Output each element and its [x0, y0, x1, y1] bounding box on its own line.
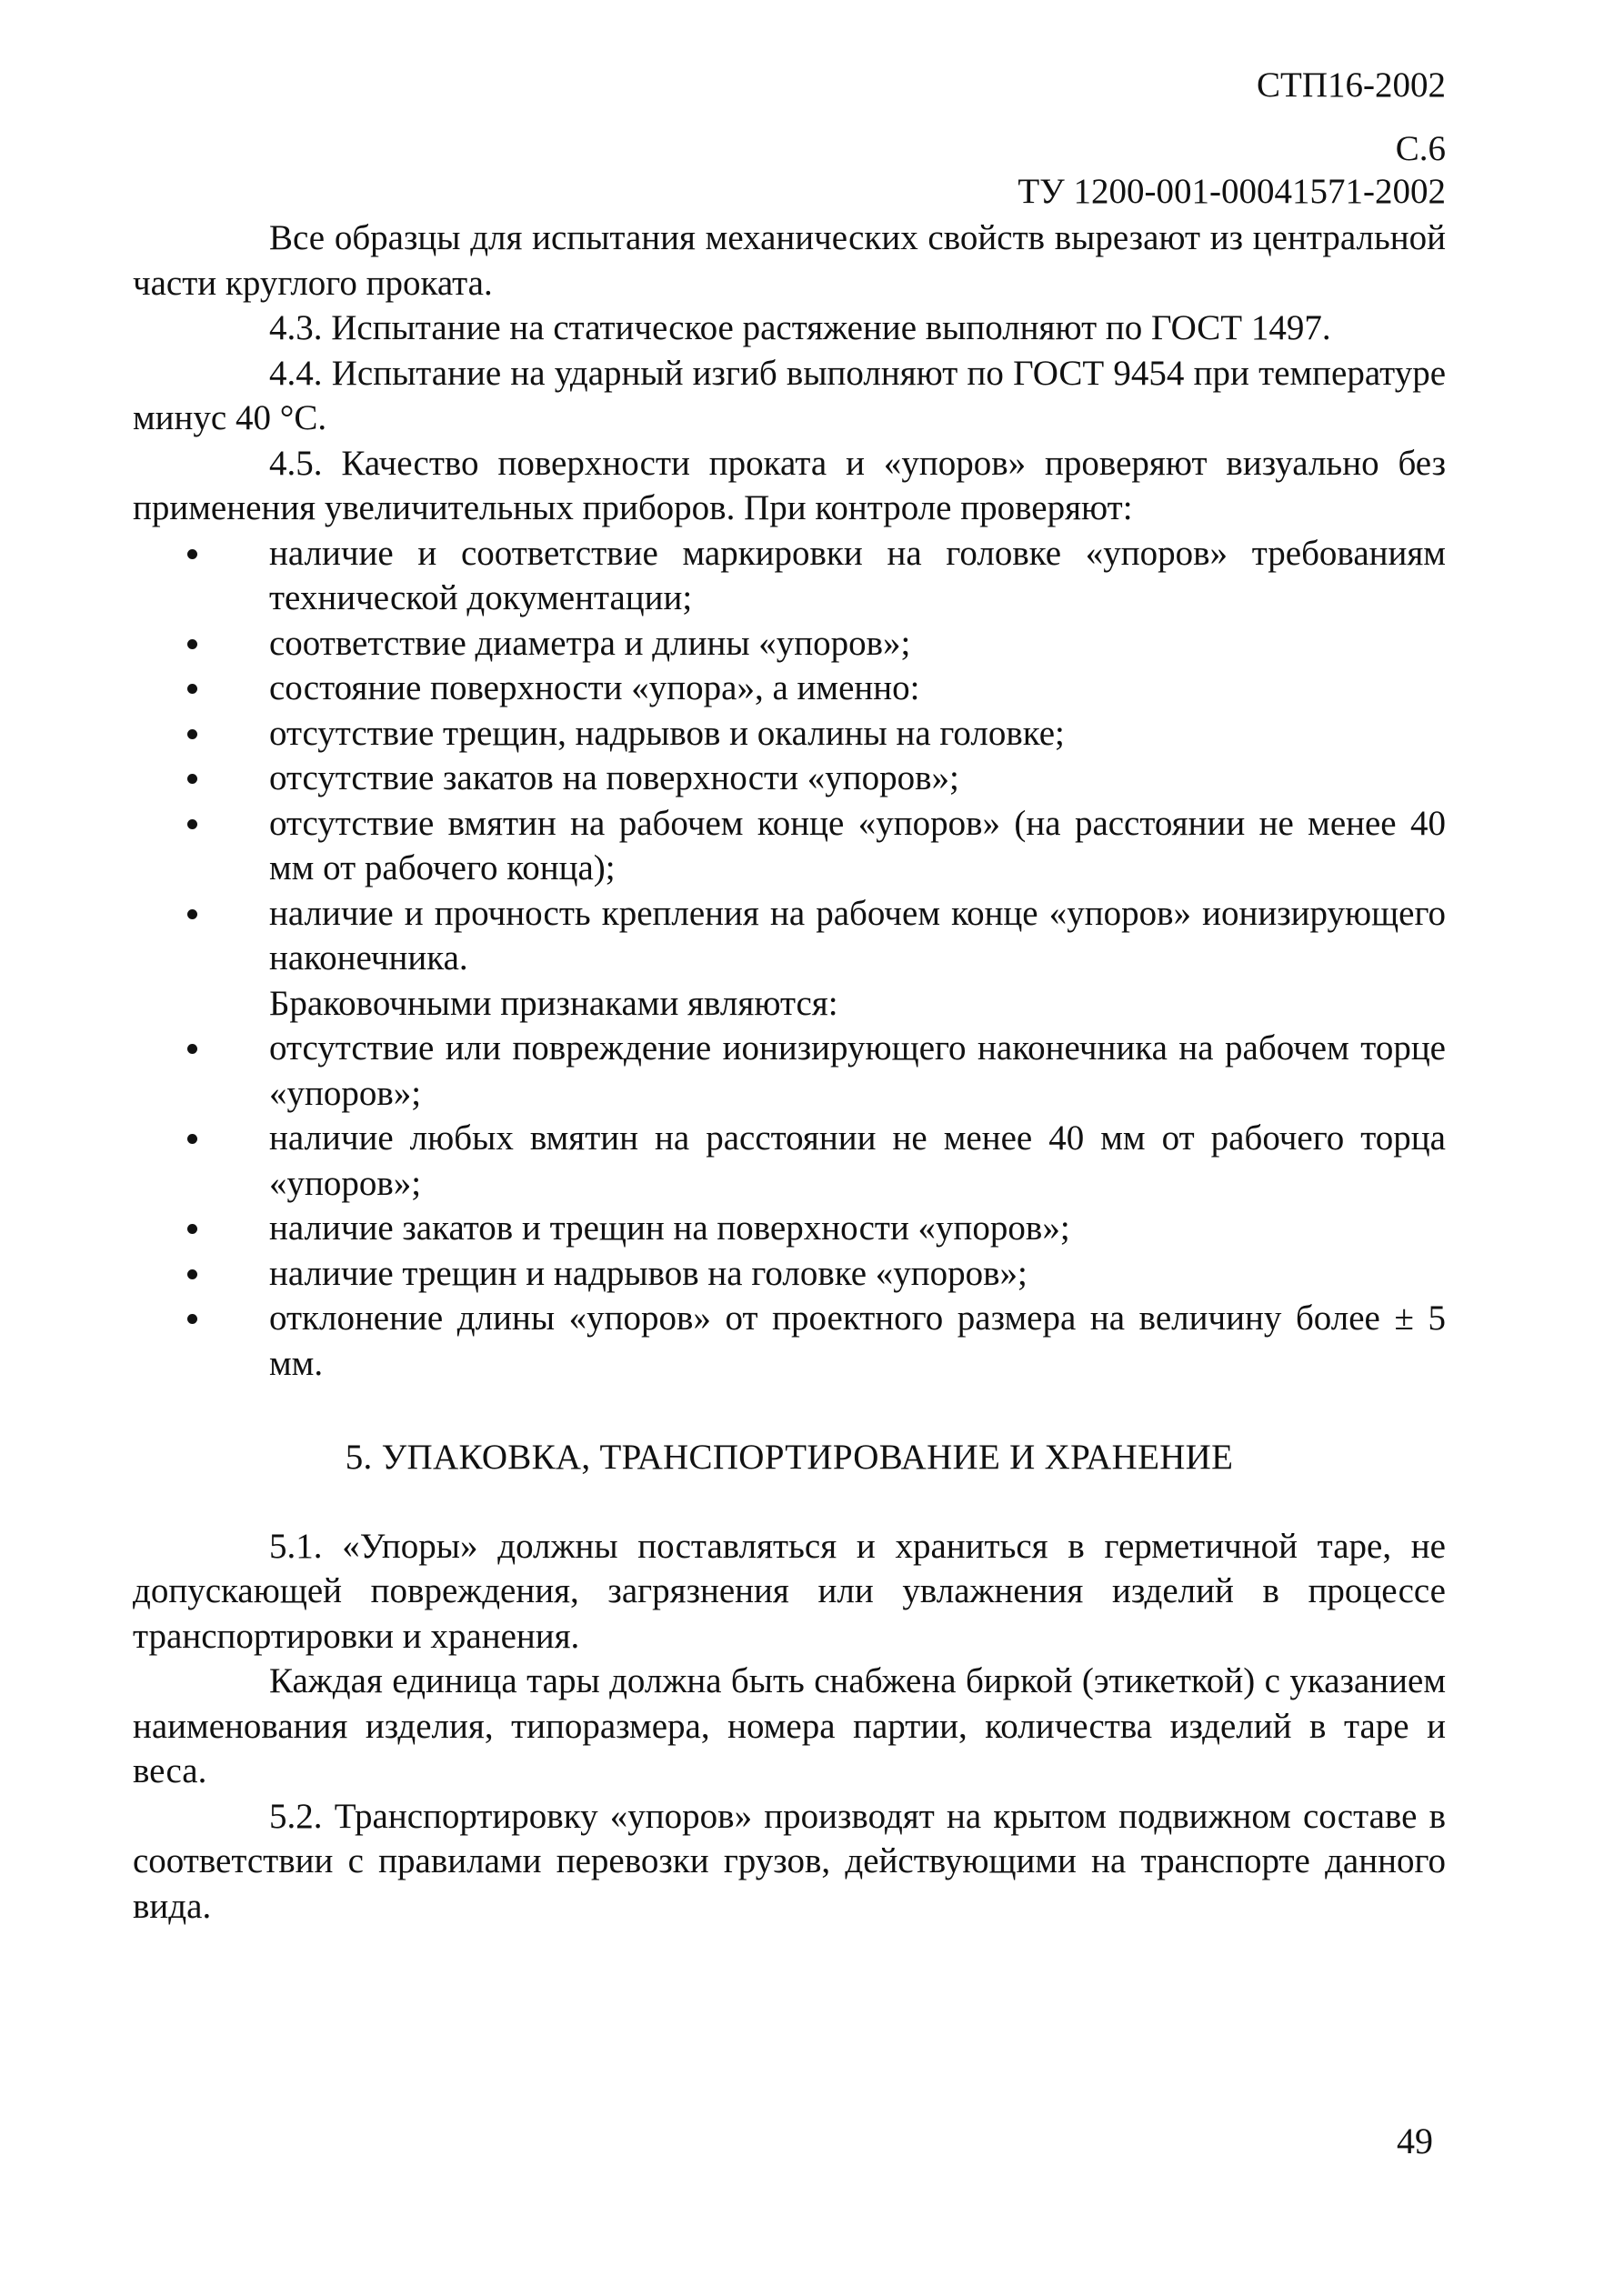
- doc-code: СТП16-2002: [1257, 65, 1446, 105]
- bullet-icon: [187, 1044, 197, 1054]
- rejects-list: [133, 1026, 1446, 1386]
- bullet-icon: [187, 729, 197, 739]
- list-item: отклонение длины «упоров» от проектного размера на величину более ± 5 мм.: [133, 1296, 1446, 1386]
- list-item: отсутствие закатов на поверхности «упоров»;: [133, 756, 1446, 801]
- list-item: соответствие диаметра и длины «упоров»;: [133, 621, 1446, 667]
- document-body: [133, 216, 1446, 1929]
- page-number: 49: [1397, 2121, 1433, 2161]
- paragraph-5-1: 5.1. «Упоры» должны поставляться и храниться в герметичной таре, не допускающей повреждения, загрязнения или увлажнения изделий в процессе транспортировки и хранения.: [133, 1526, 1446, 1656]
- bullet-icon: [187, 639, 197, 649]
- paragraph-5-1b: Каждая единица тары должна быть снабжена биркой (этикеткой) с указанием наименования изделия, типоразмера, номера партии, количества изделий в таре и веса.: [133, 1661, 1446, 1790]
- spec-code: ТУ 1200-001-00041571-2002: [1018, 172, 1446, 211]
- paragraph-intro: Все образцы для испытания механических свойств вырезают из центральной части круглого проката.: [133, 218, 1446, 303]
- list-item: наличие и прочность крепления на рабочем конце «упоров» ионизирующего наконечника.: [133, 891, 1446, 981]
- paragraph-4-3: 4.3. Испытание на статическое растяжение выполняют по ГОСТ 1497.: [269, 308, 1331, 347]
- reject-label: Браковочными признаками являются:: [269, 983, 838, 1023]
- sheet-number: С.6: [1395, 129, 1446, 168]
- bullet-icon: [187, 909, 197, 919]
- list-item: состояние поверхности «упора», а именно:: [133, 666, 1446, 711]
- bullet-icon: [187, 1269, 197, 1279]
- paragraph-4-4: 4.4. Испытание на ударный изгиб выполняют по ГОСТ 9454 при температуре минус 40 °С.: [133, 353, 1446, 437]
- list-item: отсутствие или повреждение ионизирующего наконечника на рабочем торце «упоров»;: [133, 1026, 1446, 1116]
- list-item: наличие закатов и трещин на поверхности «упоров»;: [133, 1206, 1446, 1251]
- bullet-icon: [187, 684, 197, 694]
- bullet-icon: [187, 549, 197, 559]
- list-item: наличие любых вмятин на расстоянии не менее 40 мм от рабочего торца «упоров»;: [133, 1116, 1446, 1206]
- bullet-icon: [187, 1314, 197, 1324]
- bullet-icon: [187, 1134, 197, 1144]
- list-item: отсутствие трещин, надрывов и окалины на головке;: [133, 711, 1446, 757]
- list-item: наличие трещин и надрывов на головке «упоров»;: [133, 1251, 1446, 1297]
- bullet-icon: [187, 774, 197, 784]
- list-item: отсутствие вмятин на рабочем конце «упоров» (на расстоянии не менее 40 мм от рабочего конца);: [133, 801, 1446, 891]
- paragraph-5-2: 5.2. Транспортировку «упоров» производят на крытом подвижном составе в соответствии с правилами перевозки грузов, действующими на транспорте данного вида.: [133, 1796, 1446, 1926]
- bullet-icon: [187, 819, 197, 829]
- list-item: наличие и соответствие маркировки на головке «упоров» требованиям технической документации;: [133, 531, 1446, 621]
- bullet-icon: [187, 1224, 197, 1234]
- section-5-title: 5. УПАКОВКА, ТРАНСПОРТИРОВАНИЕ И ХРАНЕНИЕ: [345, 1438, 1234, 1477]
- paragraph-4-5: 4.5. Качество поверхности проката и «упоров» проверяют визуально без применения увеличительных приборов. При контроле проверяют:: [133, 443, 1446, 527]
- checks-list: [133, 531, 1446, 981]
